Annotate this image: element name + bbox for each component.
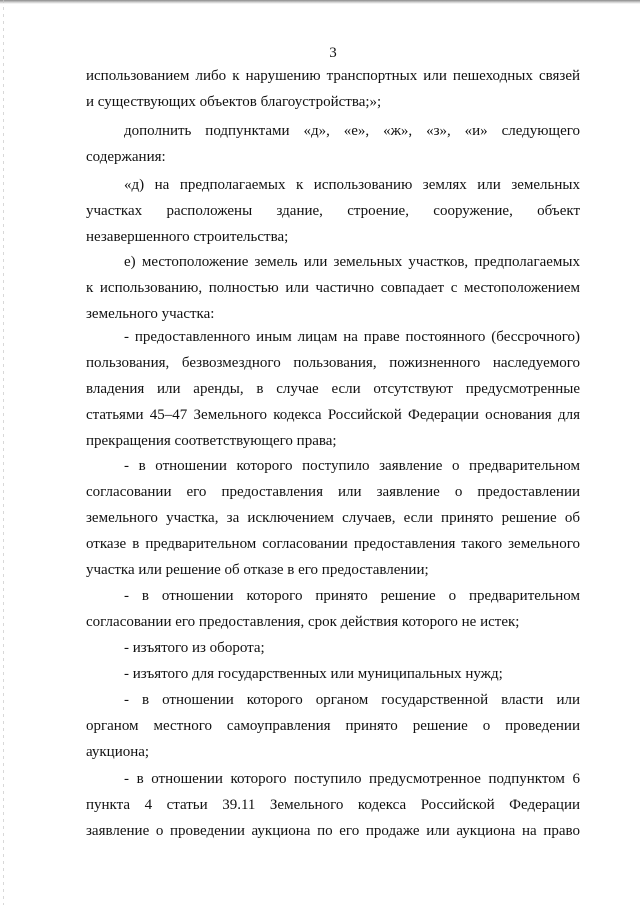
text-line: аукциона; [86,744,150,760]
text-line: е) местоположение земель или земельных участков, предполагаемых [124,254,580,270]
text-line: содержания: [86,149,166,165]
text-line: использованием либо к нарушению транспортных или пешеходных связей [86,68,580,84]
paragraph-8 [86,635,580,661]
text-line: участках расположены здание, строение, сооружение, объект [86,203,580,219]
text-line: пункта 4 статьи 39.11 Земельного кодекса Российской Федерации [86,797,580,813]
text-line: дополнить подпунктами «д», «е», «ж», «з», «и» следующего [124,123,580,139]
text-line: к использованию, полностью или частично совпадает с местоположением [86,280,580,296]
text-line: - в отношении которого органом государственной власти или [124,692,580,708]
scan-left-edge [3,0,4,905]
paragraph-7 [86,583,580,635]
text-line: - в отношении которого принято решение о предварительном [124,588,580,604]
text-line: - предоставленного иным лицам на праве постоянного (бессрочного) [124,329,580,345]
text-line: прекращения соответствующего права; [86,433,337,449]
scan-top-edge [0,0,640,4]
text-line: пользования, безвозмездного пользования, пожизненного наследуемого [86,355,580,371]
text-line: статьями 45–47 Земельного кодекса Российской Федерации основания для [86,407,580,423]
text-line: и существующих объектов благоустройства;»; [86,94,382,110]
paragraph-1 [86,63,580,115]
text-line: согласовании его предоставления или заявление о предоставлении [86,484,580,500]
text-line: - в отношении которого поступило заявление о предварительном [124,458,580,474]
text-line: органом местного самоуправления принято решение о проведении [86,718,580,734]
paragraph-9 [86,661,580,687]
page-number: 3 [329,45,337,61]
paragraph-11 [86,766,580,844]
text-line: земельного участка: [86,306,215,322]
paragraph-2 [86,118,580,170]
text-line: «д) на предполагаемых к использованию землях или земельных [124,177,580,193]
text-line: владения или аренды, в случае если отсутствуют предусмотренные [86,381,580,397]
text-line: земельного участка, за исключением случаев, если принято решение об [86,510,580,526]
text-line: отказе в предварительном согласовании предоставления такого земельного [86,536,580,552]
paragraph-10 [86,687,580,765]
text-line: заявление о проведении аукциона по его продаже или аукциона на право [86,823,580,839]
paragraph-3 [86,172,580,250]
text-line: участка или решение об отказе в его предоставлении; [86,562,429,578]
paragraph-4 [86,249,580,327]
text-line: - в отношении которого поступило предусмотренное подпунктом 6 [124,771,580,787]
paragraph-6 [86,453,580,583]
paragraph-5 [86,324,580,454]
text-line: незавершенного строительства; [86,229,289,245]
text-line: согласовании его предоставления, срок действия которого не истек; [86,614,520,630]
text-line: - изъятого из оборота; [124,640,265,656]
text-line: - изъятого для государственных или муниципальных нужд; [124,666,503,682]
